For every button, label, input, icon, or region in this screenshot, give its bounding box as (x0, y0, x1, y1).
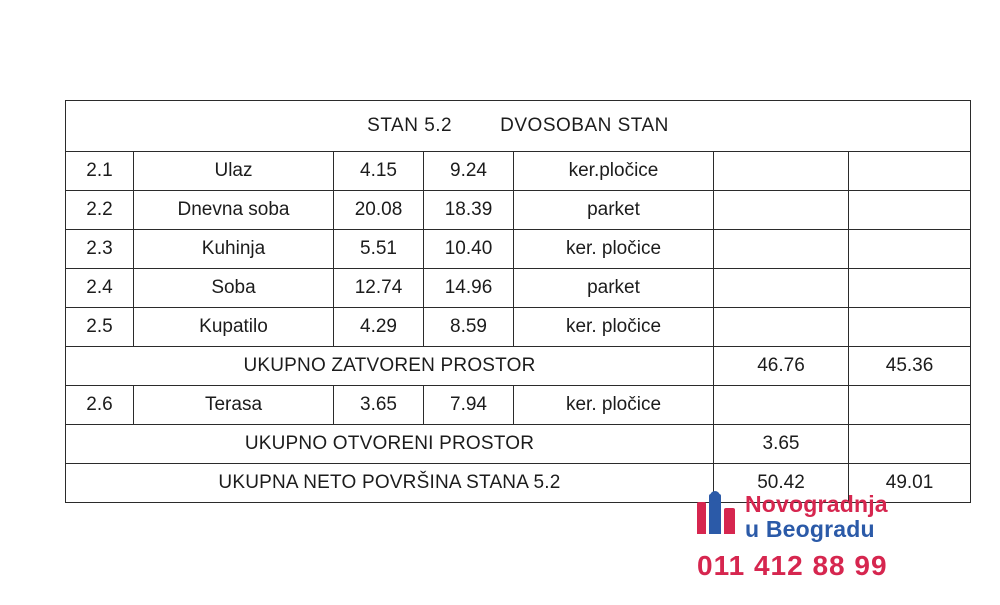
table-title-row (66, 101, 971, 152)
open-area-total-value-1: 3.65 (714, 425, 849, 464)
net-area-total-value-2: 49.01 (849, 464, 971, 503)
room-area-net: 20.08 (334, 191, 424, 230)
total-cell-empty (714, 269, 849, 308)
room-material: ker. pločice (514, 386, 714, 425)
novogradnja-logo (697, 492, 957, 587)
total-cell-empty (849, 230, 971, 269)
room-material: ker. pločice (514, 308, 714, 347)
room-number: 2.5 (66, 308, 134, 347)
room-material: parket (514, 191, 714, 230)
table-title-cell (66, 101, 971, 152)
room-number: 2.2 (66, 191, 134, 230)
closed-area-total-value-2: 45.36 (849, 347, 971, 386)
total-cell-empty (849, 308, 971, 347)
apartment-area-table (65, 100, 971, 503)
room-name: Terasa (134, 386, 334, 425)
total-cell-empty (714, 152, 849, 191)
room-area-gross: 10.40 (424, 230, 514, 269)
total-cell-empty (849, 386, 971, 425)
room-area-net: 4.29 (334, 308, 424, 347)
total-cell-empty (714, 230, 849, 269)
room-name: Kuhinja (134, 230, 334, 269)
room-material: parket (514, 269, 714, 308)
buildings-icon (697, 494, 735, 534)
closed-area-total-row (66, 347, 971, 386)
room-area-gross: 18.39 (424, 191, 514, 230)
logo-line-2: u Beogradu (745, 515, 875, 542)
open-area-total-value-2 (849, 425, 971, 464)
closed-area-total-label: UKUPNO ZATVOREN PROSTOR (66, 347, 714, 386)
room-area-gross: 7.94 (424, 386, 514, 425)
logo-line-1: Novogradnja (745, 491, 888, 517)
room-area-net: 3.65 (334, 386, 424, 425)
open-area-total-row (66, 425, 971, 464)
room-area-net: 12.74 (334, 269, 424, 308)
closed-area-total-value-1: 46.76 (714, 347, 849, 386)
room-number: 2.4 (66, 269, 134, 308)
table-row (66, 152, 971, 191)
table-row (66, 308, 971, 347)
room-area-net: 5.51 (334, 230, 424, 269)
table-row (66, 191, 971, 230)
total-cell-empty (714, 386, 849, 425)
room-material: ker. pločice (514, 230, 714, 269)
table-row (66, 269, 971, 308)
open-area-total-label: UKUPNO OTVORENI PROSTOR (66, 425, 714, 464)
table-row (66, 386, 971, 425)
apartment-type-label: DVOSOBAN STAN (500, 115, 669, 136)
contact-phone-number: 011 412 88 99 (697, 549, 888, 581)
total-cell-empty (849, 269, 971, 308)
net-area-total-label: UKUPNA NETO POVRŠINA STANA 5.2 (66, 464, 714, 503)
total-cell-empty (849, 152, 971, 191)
room-number: 2.6 (66, 386, 134, 425)
room-material: ker.pločice (514, 152, 714, 191)
room-number: 2.3 (66, 230, 134, 269)
total-cell-empty (849, 191, 971, 230)
room-name: Soba (134, 269, 334, 308)
room-area-gross: 8.59 (424, 308, 514, 347)
room-area-gross: 14.96 (424, 269, 514, 308)
apartment-area-table-wrapper (65, 100, 970, 503)
total-cell-empty (714, 191, 849, 230)
room-name: Ulaz (134, 152, 334, 191)
net-area-total-value-1: 50.42 (714, 464, 849, 503)
room-name: Dnevna soba (134, 191, 334, 230)
room-area-gross: 9.24 (424, 152, 514, 191)
apartment-label: STAN 5.2 (367, 115, 453, 136)
table-row (66, 230, 971, 269)
room-name: Kupatilo (134, 308, 334, 347)
room-area-net: 4.15 (334, 152, 424, 191)
room-number: 2.1 (66, 152, 134, 191)
total-cell-empty (714, 308, 849, 347)
